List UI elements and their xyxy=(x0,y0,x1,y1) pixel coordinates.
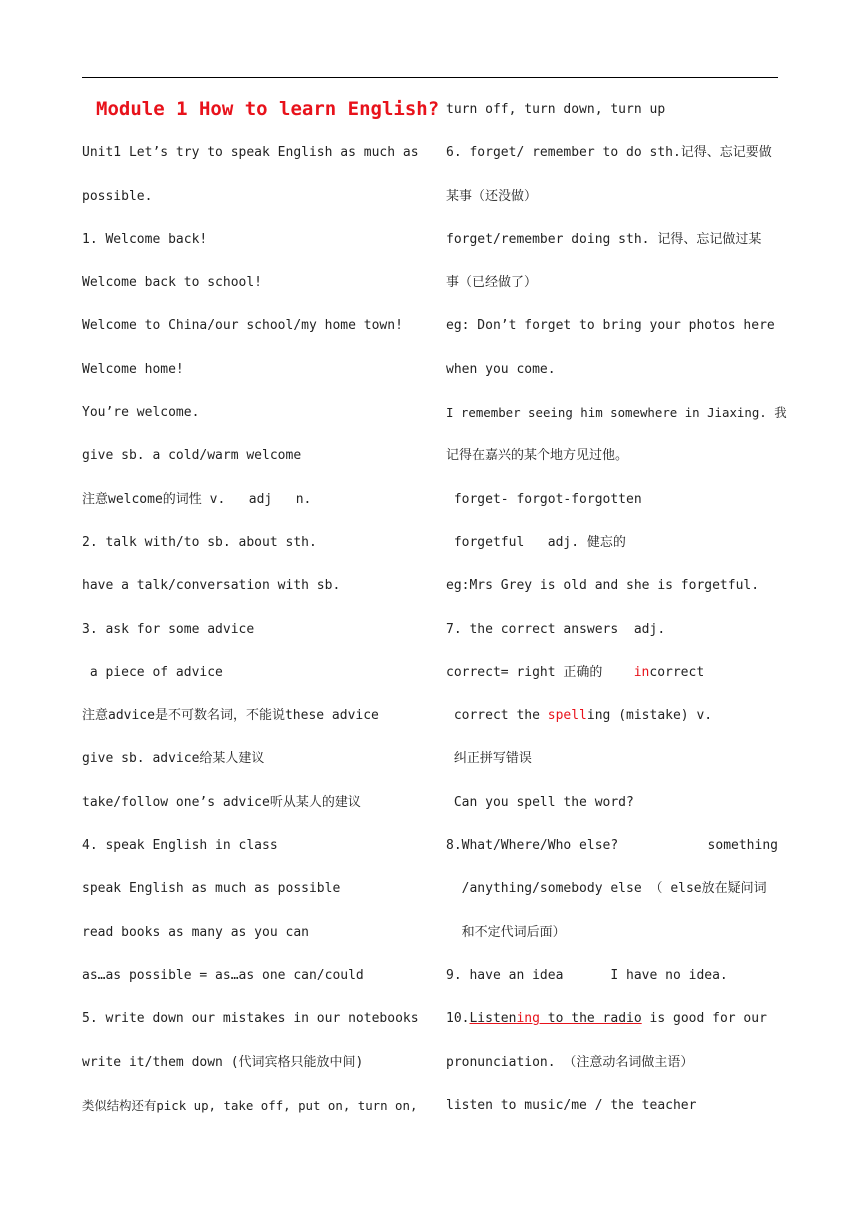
text-line: 1. Welcome back! xyxy=(82,231,208,247)
text-line: 和不定代词后面） xyxy=(446,924,566,940)
text-segment: correct the xyxy=(446,708,548,724)
text-line: 4. speak English in class xyxy=(82,838,278,854)
text-line: write it/them down (代词宾格只能放中间) xyxy=(82,1054,364,1070)
text-line: 注意advice是不可数名词，不能说these advice xyxy=(82,708,379,724)
text-line: forget- forgot-forgotten xyxy=(446,491,642,507)
text-line: Unit1 Let’s try to speak English as much as xyxy=(82,145,419,161)
text-line: 6. forget/ remember to do sth.记得、忘记要做 xyxy=(446,145,772,161)
text-line: possible. xyxy=(82,188,153,204)
text-line: 2. talk with/to sb. about sth. xyxy=(82,534,317,550)
text-segment: correct= right 正确的 xyxy=(446,664,634,680)
underlined-stem: Listen xyxy=(469,1011,517,1027)
text-line: eg: Don’t forget to bring your photos here xyxy=(446,318,775,334)
text-line: speak English as much as possible xyxy=(82,881,341,897)
text-line: take/follow one’s advice听从某人的建议 xyxy=(82,794,361,810)
text-line xyxy=(446,651,786,694)
text-line: 3. ask for some advice xyxy=(82,621,255,637)
text-line: 注意welcome的词性 v. adj n. xyxy=(82,491,312,507)
text-line: forget/remember doing sth. 记得、忘记做过某 xyxy=(446,231,762,247)
left-column xyxy=(82,88,440,1127)
text-line: as…as possible = as…as one can/could xyxy=(82,967,364,983)
text-line xyxy=(446,824,778,867)
text-segment: 8.What/Where/Who else? xyxy=(446,838,619,854)
text-line: eg:Mrs Grey is old and she is forgetful. xyxy=(446,578,760,594)
text-segment: ing (mistake) v. xyxy=(586,708,713,724)
text-line: 7. the correct answers adj. xyxy=(446,621,666,637)
text-line: You’re welcome. xyxy=(82,405,200,421)
text-line: 某事（还没做） xyxy=(446,188,538,204)
text-line: when you come. xyxy=(446,361,556,377)
text-line: pronunciation. （注意动名词做主语） xyxy=(446,1054,694,1070)
text-line: Welcome back to school! xyxy=(82,275,263,291)
text-line: Can you spell the word? xyxy=(446,794,634,810)
text-segment: correct xyxy=(649,664,705,680)
text-line: 事（已经做了） xyxy=(446,275,538,291)
text-segment: is good for our xyxy=(641,1011,767,1027)
text-line: /anything/somebody else （ else放在疑问词 xyxy=(446,881,767,897)
highlight-stem: spell xyxy=(547,708,587,724)
text-segment: 10. xyxy=(446,1011,470,1027)
underlined-phrase: to the radio xyxy=(539,1011,642,1027)
right-column xyxy=(446,88,786,1127)
text-line: 记得在嘉兴的某个地方见过他。 xyxy=(446,448,629,464)
underlined-suffix: ing xyxy=(516,1011,540,1027)
text-line: Welcome home! xyxy=(82,361,184,377)
text-line: Welcome to China/our school/my home town! xyxy=(82,318,403,334)
text-line xyxy=(446,997,786,1040)
text-line: 纠正拼写错误 xyxy=(446,751,532,767)
text-line: I remember seeing him somewhere in Jiaxing. 我 xyxy=(446,405,787,421)
text-line: turn off, turn down, turn up xyxy=(446,102,666,117)
text-line: listen to music/me / the teacher xyxy=(446,1097,697,1113)
text-segment: something xyxy=(707,838,778,854)
text-line: give sb. advice给某人建议 xyxy=(82,751,265,767)
text-line: 类似结构还有pick up, take off, put on, turn on, xyxy=(82,1097,418,1113)
text-line xyxy=(446,694,786,737)
text-line: forgetful adj. 健忘的 xyxy=(446,534,626,550)
text-line: a piece of advice xyxy=(82,664,223,680)
page-title: Module 1 How to learn English? xyxy=(96,98,440,120)
text-line: read books as many as you can xyxy=(82,924,309,940)
text-line: give sb. a cold/warm welcome xyxy=(82,448,302,464)
text-line: 5. write down our mistakes in our notebooks xyxy=(82,1011,419,1027)
text-line: 9. have an idea I have no idea. xyxy=(446,967,728,983)
header-rule xyxy=(82,77,778,78)
text-line: have a talk/conversation with sb. xyxy=(82,578,341,594)
highlight-prefix: in xyxy=(633,664,650,680)
